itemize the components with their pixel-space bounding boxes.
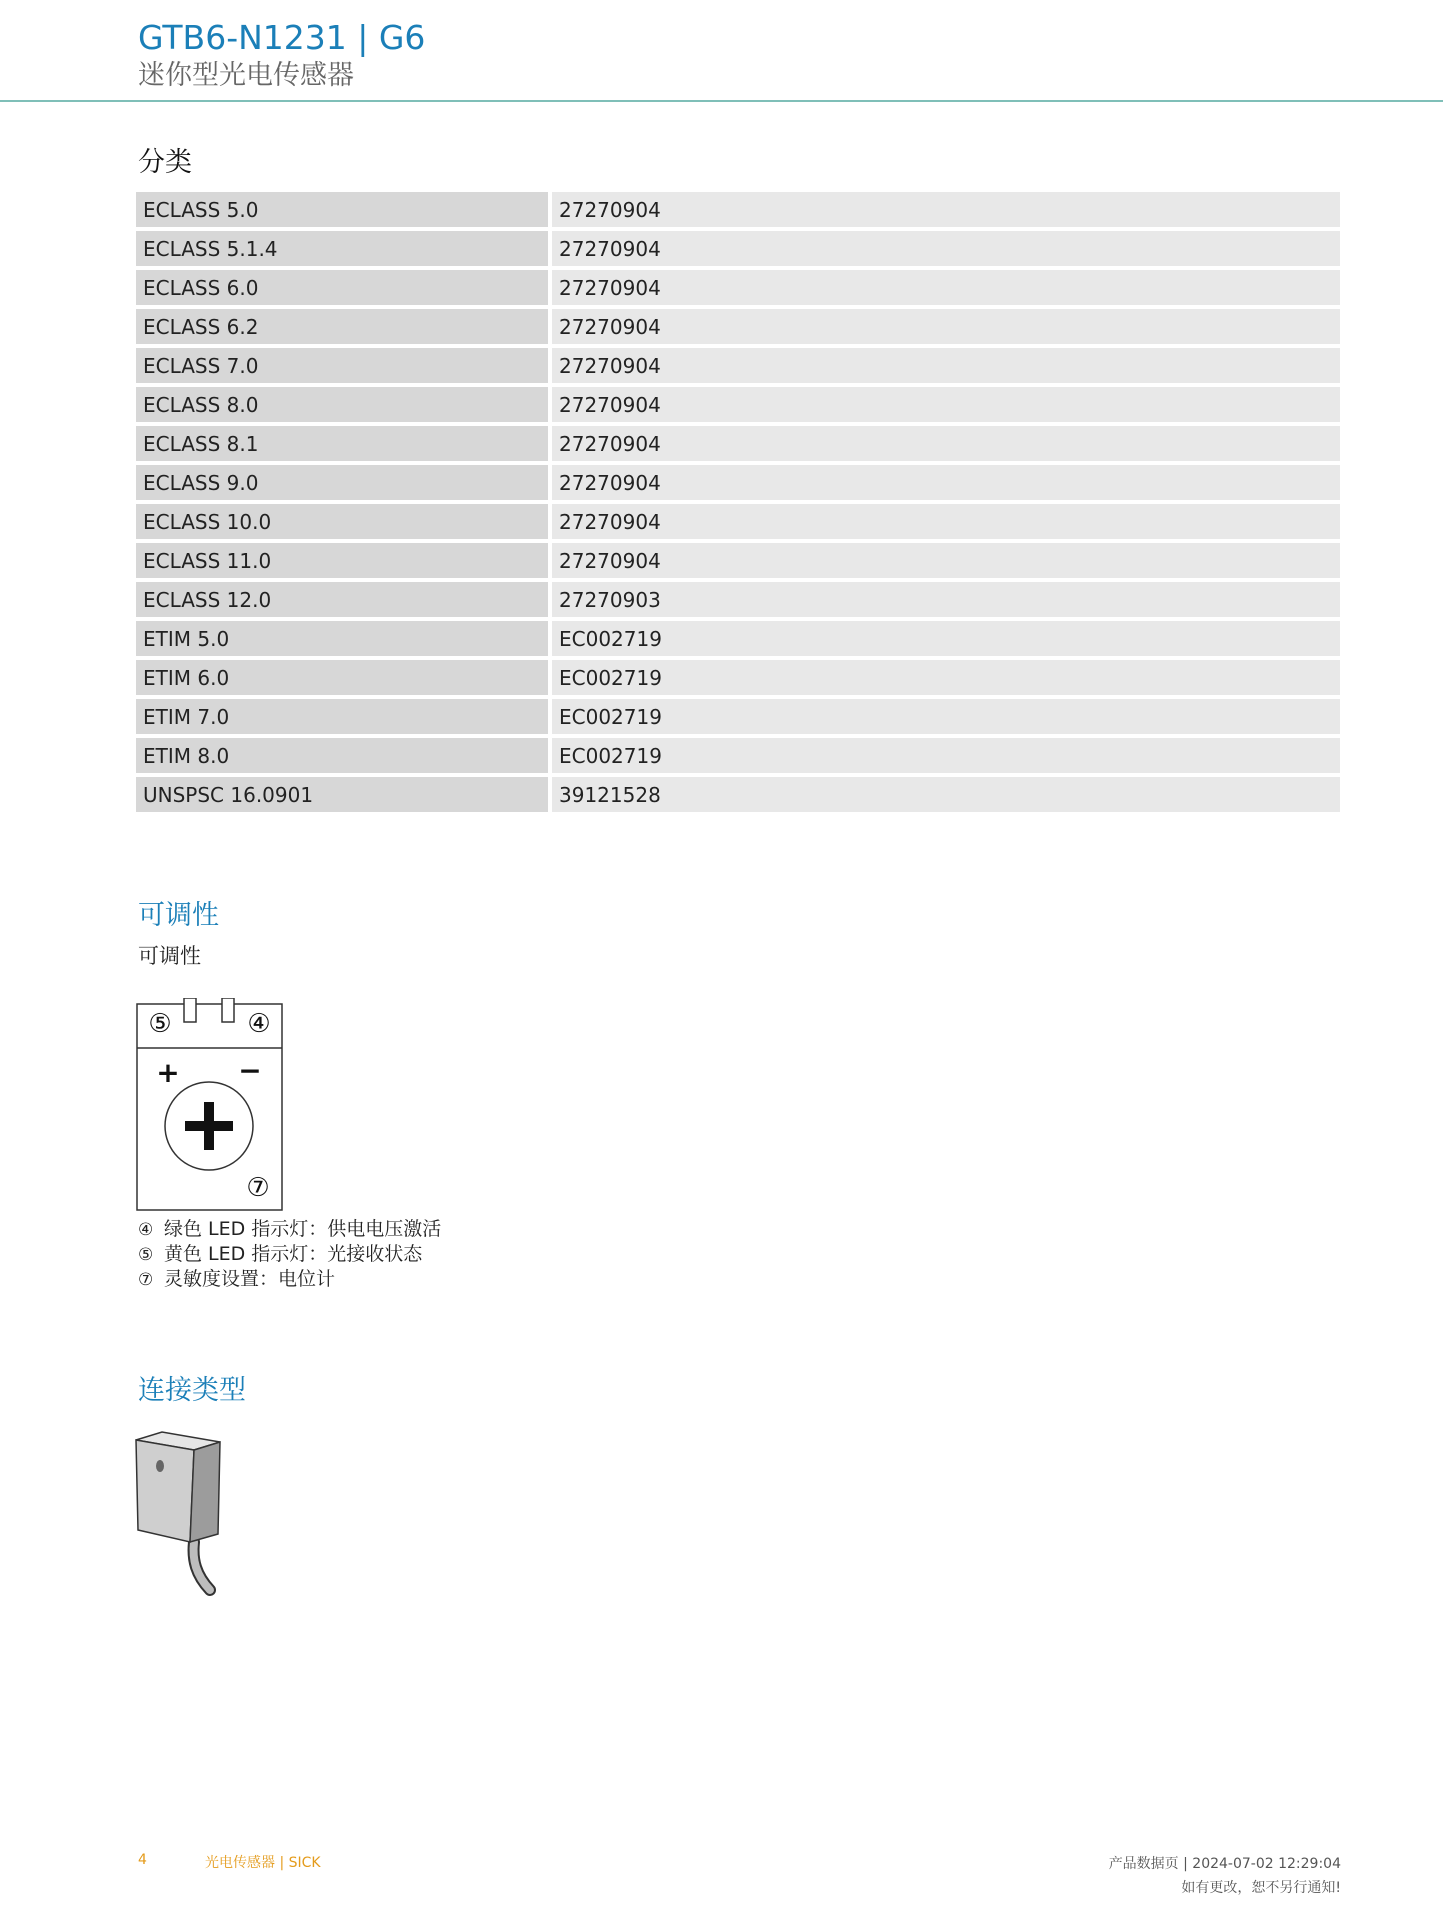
potentiometer-slot-horizontal (185, 1121, 233, 1131)
table-row (136, 309, 1340, 344)
footer-brand: 光电传感器 | SICK (205, 1855, 321, 1871)
table-row (136, 192, 1340, 227)
table-row (136, 777, 1340, 812)
table-row (136, 231, 1340, 266)
classification-value: 39121528 (552, 777, 1340, 812)
cable-connection-icon (134, 1430, 228, 1596)
table-row (136, 660, 1340, 695)
led-window-4 (222, 998, 234, 1022)
document-header (138, 18, 425, 94)
classification-value: 27270904 (552, 504, 1340, 539)
table-row (136, 465, 1340, 500)
housing-front (136, 1440, 194, 1542)
table-row (136, 426, 1340, 461)
classification-key: UNSPSC 16.0901 (136, 777, 552, 812)
adjustability-subheading: 可调性 (138, 944, 201, 968)
adjustability-heading: 可调性 (138, 900, 219, 931)
legend-marker: ⑤ (138, 1245, 154, 1265)
connection-heading: 连接类型 (138, 1375, 246, 1406)
classification-value: 27270904 (552, 543, 1340, 578)
classification-key: ECLASS 10.0 (136, 504, 552, 539)
classification-key: ECLASS 6.2 (136, 309, 552, 344)
classification-value: EC002719 (552, 699, 1340, 734)
classification-key: ECLASS 11.0 (136, 543, 552, 578)
datasheet-timestamp: 产品数据页 | 2024-07-02 12:29:04 (1108, 1856, 1341, 1872)
table-row (136, 621, 1340, 656)
legend-item (138, 1217, 441, 1242)
housing-side (190, 1442, 220, 1542)
minus-sign: − (238, 1054, 262, 1087)
classification-value: 27270904 (552, 387, 1340, 422)
classification-key: ECLASS 7.0 (136, 348, 552, 383)
table-row (136, 582, 1340, 617)
classification-key: ETIM 5.0 (136, 621, 552, 656)
classification-value: 27270904 (552, 270, 1340, 305)
classification-key: ETIM 6.0 (136, 660, 552, 695)
table-row (136, 270, 1340, 305)
footer-meta (1109, 1852, 1341, 1900)
legend-marker: ⑦ (138, 1270, 154, 1290)
table-row (136, 387, 1340, 422)
plus-sign: + (156, 1056, 180, 1089)
classification-table (136, 188, 1340, 816)
classification-value: EC002719 (552, 621, 1340, 656)
led-window-5 (184, 998, 196, 1022)
classification-value: 27270904 (552, 426, 1340, 461)
classification-value: 27270904 (552, 192, 1340, 227)
legend-text: 绿色 LED 指示灯：供电电压激活 (164, 1218, 442, 1240)
header-divider (0, 100, 1443, 102)
table-row (136, 699, 1340, 734)
legend-text: 黄色 LED 指示灯：光接收状态 (164, 1243, 423, 1265)
legend-marker: ④ (138, 1220, 154, 1240)
classification-value: 27270904 (552, 465, 1340, 500)
classification-key: ECLASS 5.0 (136, 192, 552, 227)
table-row (136, 348, 1340, 383)
classification-key: ECLASS 8.0 (136, 387, 552, 422)
table-row (136, 504, 1340, 539)
legend-item (138, 1242, 441, 1267)
classification-key: ETIM 8.0 (136, 738, 552, 773)
marker-4: ④ (247, 1009, 271, 1039)
classification-value: 27270903 (552, 582, 1340, 617)
table-row (136, 738, 1340, 773)
marker-5: ⑤ (148, 1009, 172, 1039)
page-number: 4 (138, 1852, 147, 1868)
classification-value: EC002719 (552, 660, 1340, 695)
adjustability-legend (138, 1217, 441, 1292)
classification-key: ECLASS 12.0 (136, 582, 552, 617)
change-notice: 如有更改，恕不另行通知! (1181, 1880, 1341, 1896)
legend-text: 灵敏度设置：电位计 (164, 1268, 336, 1290)
product-title: GTB6-N1231 | G6 (138, 18, 426, 57)
mounting-hole (156, 1460, 164, 1472)
classification-key: ECLASS 6.0 (136, 270, 552, 305)
marker-7: ⑦ (246, 1173, 270, 1203)
classification-key: ECLASS 8.1 (136, 426, 552, 461)
classification-key: ECLASS 9.0 (136, 465, 552, 500)
classification-heading: 分类 (138, 147, 192, 178)
classification-key: ECLASS 5.1.4 (136, 231, 552, 266)
classification-value: 27270904 (552, 348, 1340, 383)
classification-key: ETIM 7.0 (136, 699, 552, 734)
adjustability-diagram (136, 998, 286, 1212)
classification-value: EC002719 (552, 738, 1340, 773)
classification-value: 27270904 (552, 309, 1340, 344)
legend-item (138, 1267, 441, 1292)
classification-value: 27270904 (552, 231, 1340, 266)
table-row (136, 543, 1340, 578)
product-subtitle: 迷你型光电传感器 (138, 60, 354, 91)
